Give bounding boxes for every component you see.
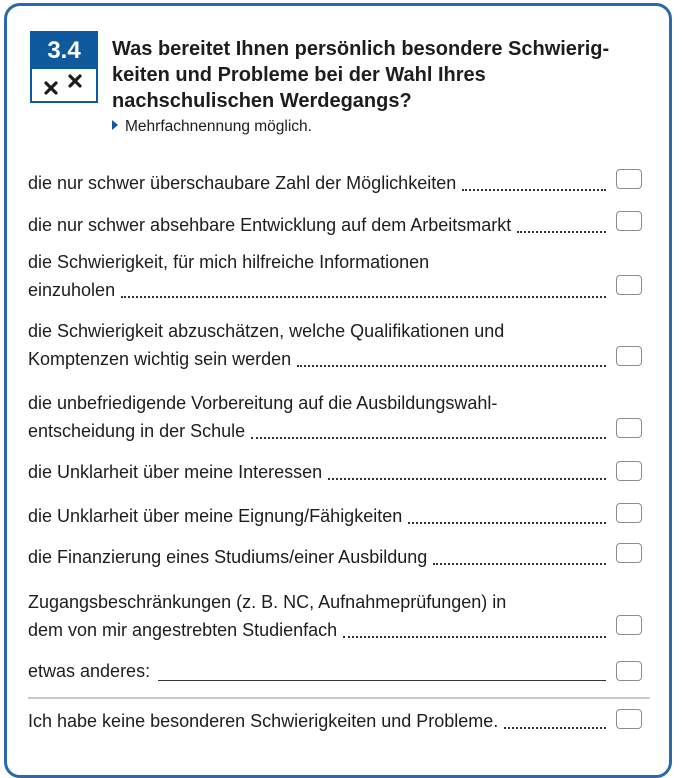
- dot-leader: [433, 563, 606, 565]
- option-item: [28, 169, 606, 197]
- question-title: [112, 36, 652, 114]
- dot-leader: [343, 636, 606, 638]
- option-item: [28, 248, 606, 304]
- option-text: die unbefriedigende Vorbereitung auf die Ausbildungswahl-: [28, 393, 498, 413]
- option-item: [28, 389, 606, 445]
- divider: [28, 697, 650, 699]
- option-item-none: [28, 707, 606, 735]
- option-item: [28, 317, 606, 373]
- option-text: Komptenzen wichtig sein werden: [28, 349, 292, 369]
- dot-leader: [328, 478, 606, 480]
- option-checkbox[interactable]: [616, 346, 642, 366]
- option-text: einzuholen: [28, 280, 116, 300]
- option-checkbox[interactable]: [616, 661, 642, 681]
- option-checkbox[interactable]: [616, 418, 642, 438]
- question-number: 3.4: [32, 33, 96, 69]
- dot-leader: [408, 522, 606, 524]
- option-text: die nur schwer überschaubare Zahl der Möglichkeiten: [28, 173, 457, 193]
- option-text: die Unklarheit über meine Interessen: [28, 462, 323, 482]
- option-checkbox[interactable]: [616, 543, 642, 563]
- option-text: dem von mir angestrebten Studienfach: [28, 620, 338, 640]
- question-title-line: nachschulischen Werdegangs?: [112, 90, 412, 112]
- option-checkbox[interactable]: [616, 275, 642, 295]
- question-title-line: keiten und Probleme bei der Wahl Ihres: [112, 64, 486, 86]
- dot-leader: [251, 437, 606, 439]
- dot-leader: [297, 365, 606, 367]
- dot-leader: [504, 727, 606, 729]
- option-text: etwas anderes:: [28, 661, 151, 681]
- option-item: [28, 458, 606, 486]
- option-checkbox[interactable]: [616, 615, 642, 635]
- dot-leader: [121, 296, 606, 298]
- option-checkbox[interactable]: [616, 169, 642, 189]
- option-item: [28, 588, 606, 644]
- option-item: [28, 211, 606, 239]
- option-text: die Schwierigkeit, für mich hilfreiche Informationen: [28, 252, 430, 272]
- option-checkbox[interactable]: [616, 709, 642, 729]
- option-checkbox[interactable]: [616, 211, 642, 231]
- option-checkbox[interactable]: [616, 461, 642, 481]
- hint-text: Mehrfachnennung möglich.: [125, 118, 312, 135]
- option-checkbox[interactable]: [616, 503, 642, 523]
- option-text: die Finanzierung eines Studiums/einer Ausbildung: [28, 547, 428, 567]
- other-text-field[interactable]: [158, 680, 606, 681]
- dot-leader: [462, 189, 606, 191]
- option-text: die Unklarheit über meine Eignung/Fähigkeiten: [28, 506, 403, 526]
- option-text: die Schwierigkeit abzuschätzen, welche Qualifikationen und: [28, 321, 505, 341]
- question-hint: [112, 118, 312, 136]
- option-text: entscheidung in der Schule: [28, 421, 246, 441]
- option-text: Ich habe keine besonderen Schwierigkeiten und Probleme.: [28, 711, 499, 731]
- triangle-bullet-icon: [112, 120, 118, 130]
- cross-marks-icon: [32, 71, 96, 101]
- option-item: [28, 543, 606, 571]
- option-item: [28, 502, 606, 530]
- option-text: Zugangsbeschränkungen (z. B. NC, Aufnahmeprüfungen) in: [28, 592, 507, 612]
- option-text: die nur schwer absehbare Entwicklung auf dem Arbeitsmarkt: [28, 215, 512, 235]
- option-item-other: [28, 657, 606, 685]
- dot-leader: [517, 231, 606, 233]
- question-title-line: Was bereitet Ihnen persönlich besondere Schwierig-: [112, 38, 610, 60]
- question-number-box: [30, 31, 98, 103]
